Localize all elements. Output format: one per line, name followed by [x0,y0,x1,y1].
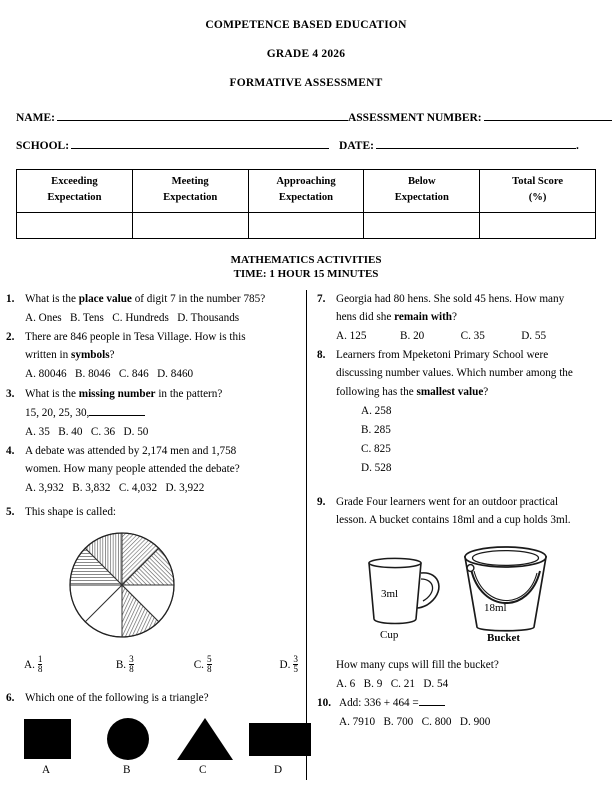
question-8-line-2: discussing number values. Which number among the [336,367,573,380]
trailing-period: . [575,140,579,152]
question-3-body [25,385,298,403]
question-9 [317,493,603,529]
grading-col-below-line1: Below [407,176,436,187]
question-7-keyword: remain with [394,310,453,323]
question-5-text: This shape is called: [25,506,117,519]
question-4-options[interactable]: A. 3,932 B. 3,832 C. 4,032 D. 3,922 [25,482,205,495]
question-7-options[interactable]: A. 125 B. 20 C. 35 D. 55 [336,330,547,343]
question-5-option-d[interactable] [280,655,298,676]
question-9-figure [317,535,603,648]
page-title-line-1: COMPETENCE BASED EDUCATION [205,19,407,31]
question-6-shapes [6,716,298,764]
question-4-body [25,442,298,478]
question-2-options-row [6,365,298,383]
grading-col-total-score [480,170,596,213]
question-5-option-a-label: A. [24,658,35,671]
question-1-options-row [6,309,298,327]
question-3 [6,385,298,403]
grading-col-meeting [132,170,248,213]
question-5-option-a[interactable] [24,655,116,676]
grading-col-below-line2: Expectation [394,192,449,204]
question-4-options-row [6,479,298,497]
question-6-label-d: D [274,763,283,776]
question-1-text-a: What is the [25,292,79,305]
question-7-line-2a: hens did she [336,310,395,323]
denominator: 5 [293,664,299,675]
question-5-option-c-label: C. [193,658,204,671]
spacer [6,404,25,422]
date-input-line[interactable] [376,138,576,149]
circle-shape-icon[interactable] [107,718,149,760]
question-9-line-1: Grade Four learners went for an outdoor practical [336,495,559,508]
question-5 [6,503,298,521]
question-6-label-c: C [199,763,207,776]
question-8-option-c[interactable]: C. 825 [361,443,391,456]
question-5-option-b-fraction [129,655,134,676]
denominator: 8 [129,664,134,675]
question-10-body [339,694,603,712]
question-1-keyword: place value [78,292,132,305]
question-1-number: 1. [6,292,15,305]
question-3-text-a: What is the [25,387,79,400]
question-1-options[interactable]: A. Ones B. Tens C. Hundreds D. Thousands [25,311,240,324]
question-8-number: 8. [317,349,326,362]
question-3-pattern [25,404,145,422]
question-5-option-b-label: B. [115,658,127,671]
grading-table [16,169,596,239]
question-2-line-2a: written in [25,349,71,362]
name-label: NAME: [16,112,55,124]
question-7-number: 7. [317,292,326,305]
question-5-figure [6,529,298,646]
grading-col-exceeding-line2: Expectation [47,192,102,204]
school-label: SCHOOL: [16,140,70,152]
grading-value-meeting[interactable] [132,212,248,238]
date-label: DATE: [339,140,374,152]
question-6-number: 6. [6,692,15,705]
bucket-value-text: 18ml [484,602,507,615]
question-6-label-b: B [123,763,131,776]
numerator: 5 [206,653,212,664]
question-3-keyword: missing number [78,387,156,400]
grading-col-meeting-line2: Expectation [163,192,218,204]
question-8-line-1: Learners from Mpeketoni Primary School were [336,349,549,362]
question-6 [6,689,298,707]
question-3-options[interactable]: A. 35 B. 40 C. 36 D. 50 [25,425,149,438]
grading-col-approaching-line2: Expectation [278,192,334,204]
spacer [6,423,25,441]
school-input-line[interactable] [71,138,329,149]
grading-table-header-row [17,170,596,213]
assessment-number-label: ASSESSMENT NUMBER: [347,112,482,124]
subject-time: TIME: 1 HOUR 15 MINUTES [233,268,379,281]
question-10-options-row [317,713,603,731]
grading-value-below[interactable] [364,212,480,238]
grading-col-approaching-line1: Approaching [276,176,336,187]
denominator: 8 [206,664,212,675]
cup-value-text: 3ml [381,588,399,601]
question-6-label-a: A [42,763,51,776]
question-10 [317,694,603,712]
question-4-number: 4. [6,444,15,457]
question-4-line-1: A debate was attended by 2,174 men and 1,758 [25,444,237,457]
question-2-line-1: There are 846 people in Tesa Village. How is this [25,331,246,344]
grading-value-exceeding[interactable] [17,212,133,238]
question-2-body [25,328,298,364]
spacer [317,327,336,345]
spacer [6,479,25,497]
question-4 [6,442,298,478]
grading-col-meeting-line1: Meeting [171,176,209,187]
question-9-followup: How many cups will fill the bucket? [336,659,499,672]
spacer [317,713,339,731]
rectangle-shape-icon[interactable] [249,723,311,756]
question-9-options[interactable]: A. 6 B. 9 C. 21 D. 54 [336,678,449,691]
question-6-shape-labels [6,764,298,782]
cup-and-bucket-icon [347,535,557,643]
question-7-body [336,290,603,326]
question-7 [317,290,603,326]
name-input-line[interactable] [57,110,348,121]
question-10-answer-blank[interactable] [419,696,445,706]
grading-value-total-score[interactable] [480,212,596,238]
right-question-column [307,290,603,782]
question-5-option-d-label: D. [279,658,291,671]
shaded-pie-chart-icon [66,529,178,641]
grading-col-below [364,170,480,213]
question-3-text-b: in the pattern? [155,387,223,400]
numerator: 1 [37,653,43,664]
spacer [6,309,25,327]
question-10-number: 10. [317,697,331,710]
question-9-followup-row [317,656,603,674]
question-8-line-3a: following has the [336,385,417,398]
question-7-line-2b: ? [452,310,457,323]
question-8-option-a[interactable]: A. 258 [361,404,392,417]
question-8-line-3b: ? [483,385,489,398]
denominator: 8 [37,664,43,675]
grading-col-total-line2: (%) [528,192,547,204]
numerator: 3 [293,653,299,664]
question-8 [317,346,603,400]
question-3-options-row [6,423,298,441]
question-3-pattern-row [6,404,298,422]
subject-title: MATHEMATICS ACTIVITIES [230,253,382,266]
question-8-body [336,346,603,400]
question-2 [6,328,298,364]
question-10-options[interactable]: A. 7910 B. 700 C. 800 D. 900 [339,716,491,729]
question-5-option-d-fraction [293,655,298,676]
grading-value-approaching[interactable] [248,212,364,238]
question-5-option-c-fraction [207,655,212,676]
question-4-line-2: women. How many people attended the debate? [25,463,240,476]
question-5-option-c[interactable] [194,655,280,676]
questions-area [0,290,612,782]
numerator: 3 [129,653,134,664]
question-9-options-row [317,675,603,693]
grading-col-total-line1: Total Score [512,176,564,187]
spacer [317,656,336,674]
question-2-options[interactable]: A. 80046 B. 8046 C. 846 D. 8460 [25,368,194,381]
page-title-line-2: GRADE 4 2026 [266,48,346,60]
cup-label-text: Cup [380,629,399,642]
question-9-body [336,493,603,529]
name-assessment-row [0,110,612,124]
question-2-line-2b: ? [109,349,115,362]
left-question-column [6,290,306,782]
triangle-shape-icon[interactable] [177,718,233,760]
spacer [6,365,25,383]
grading-col-approaching [248,170,364,213]
question-1 [6,290,298,308]
square-shape-icon[interactable] [24,719,71,759]
question-8-option-b[interactable]: B. 285 [361,423,391,436]
question-7-line-1: Georgia had 80 hens. She sold 45 hens. How many [336,292,565,305]
page-title-line-3: FORMATIVE ASSESSMENT [229,77,383,89]
question-8-keyword: smallest value [416,385,484,398]
question-5-number: 5. [6,506,15,519]
question-1-text-b: of digit 7 in the number 785? [131,292,266,305]
question-7-options-row [317,327,603,345]
question-8-option-d[interactable]: D. 528 [361,462,392,475]
question-2-number: 2. [6,331,15,344]
question-6-text: Which one of the following is a triangle? [25,692,209,705]
question-3-number: 3. [6,387,15,400]
bucket-label-text: Bucket [487,632,520,644]
spacer [317,675,336,693]
grading-col-exceeding-line1: Exceeding [51,176,98,187]
school-date-row [0,138,612,152]
grading-table-value-row [17,212,596,238]
grading-col-exceeding [17,170,133,213]
assessment-number-input-line[interactable] [484,110,612,121]
question-5-options [6,655,298,676]
question-2-keyword: symbols [71,349,110,362]
question-9-number: 9. [317,495,326,508]
question-10-text: Add: 336 + 464 = [339,697,419,710]
question-5-option-a-fraction [38,655,43,676]
question-3-pattern-text: 15, 20, 25, 30, [25,406,90,419]
subject-heading [0,253,612,282]
question-1-body [25,290,298,308]
question-3-answer-blank[interactable] [89,406,145,416]
question-9-line-2: lesson. A bucket contains 18ml and a cup holds 3ml. [336,513,571,526]
question-5-option-b[interactable] [116,655,194,676]
